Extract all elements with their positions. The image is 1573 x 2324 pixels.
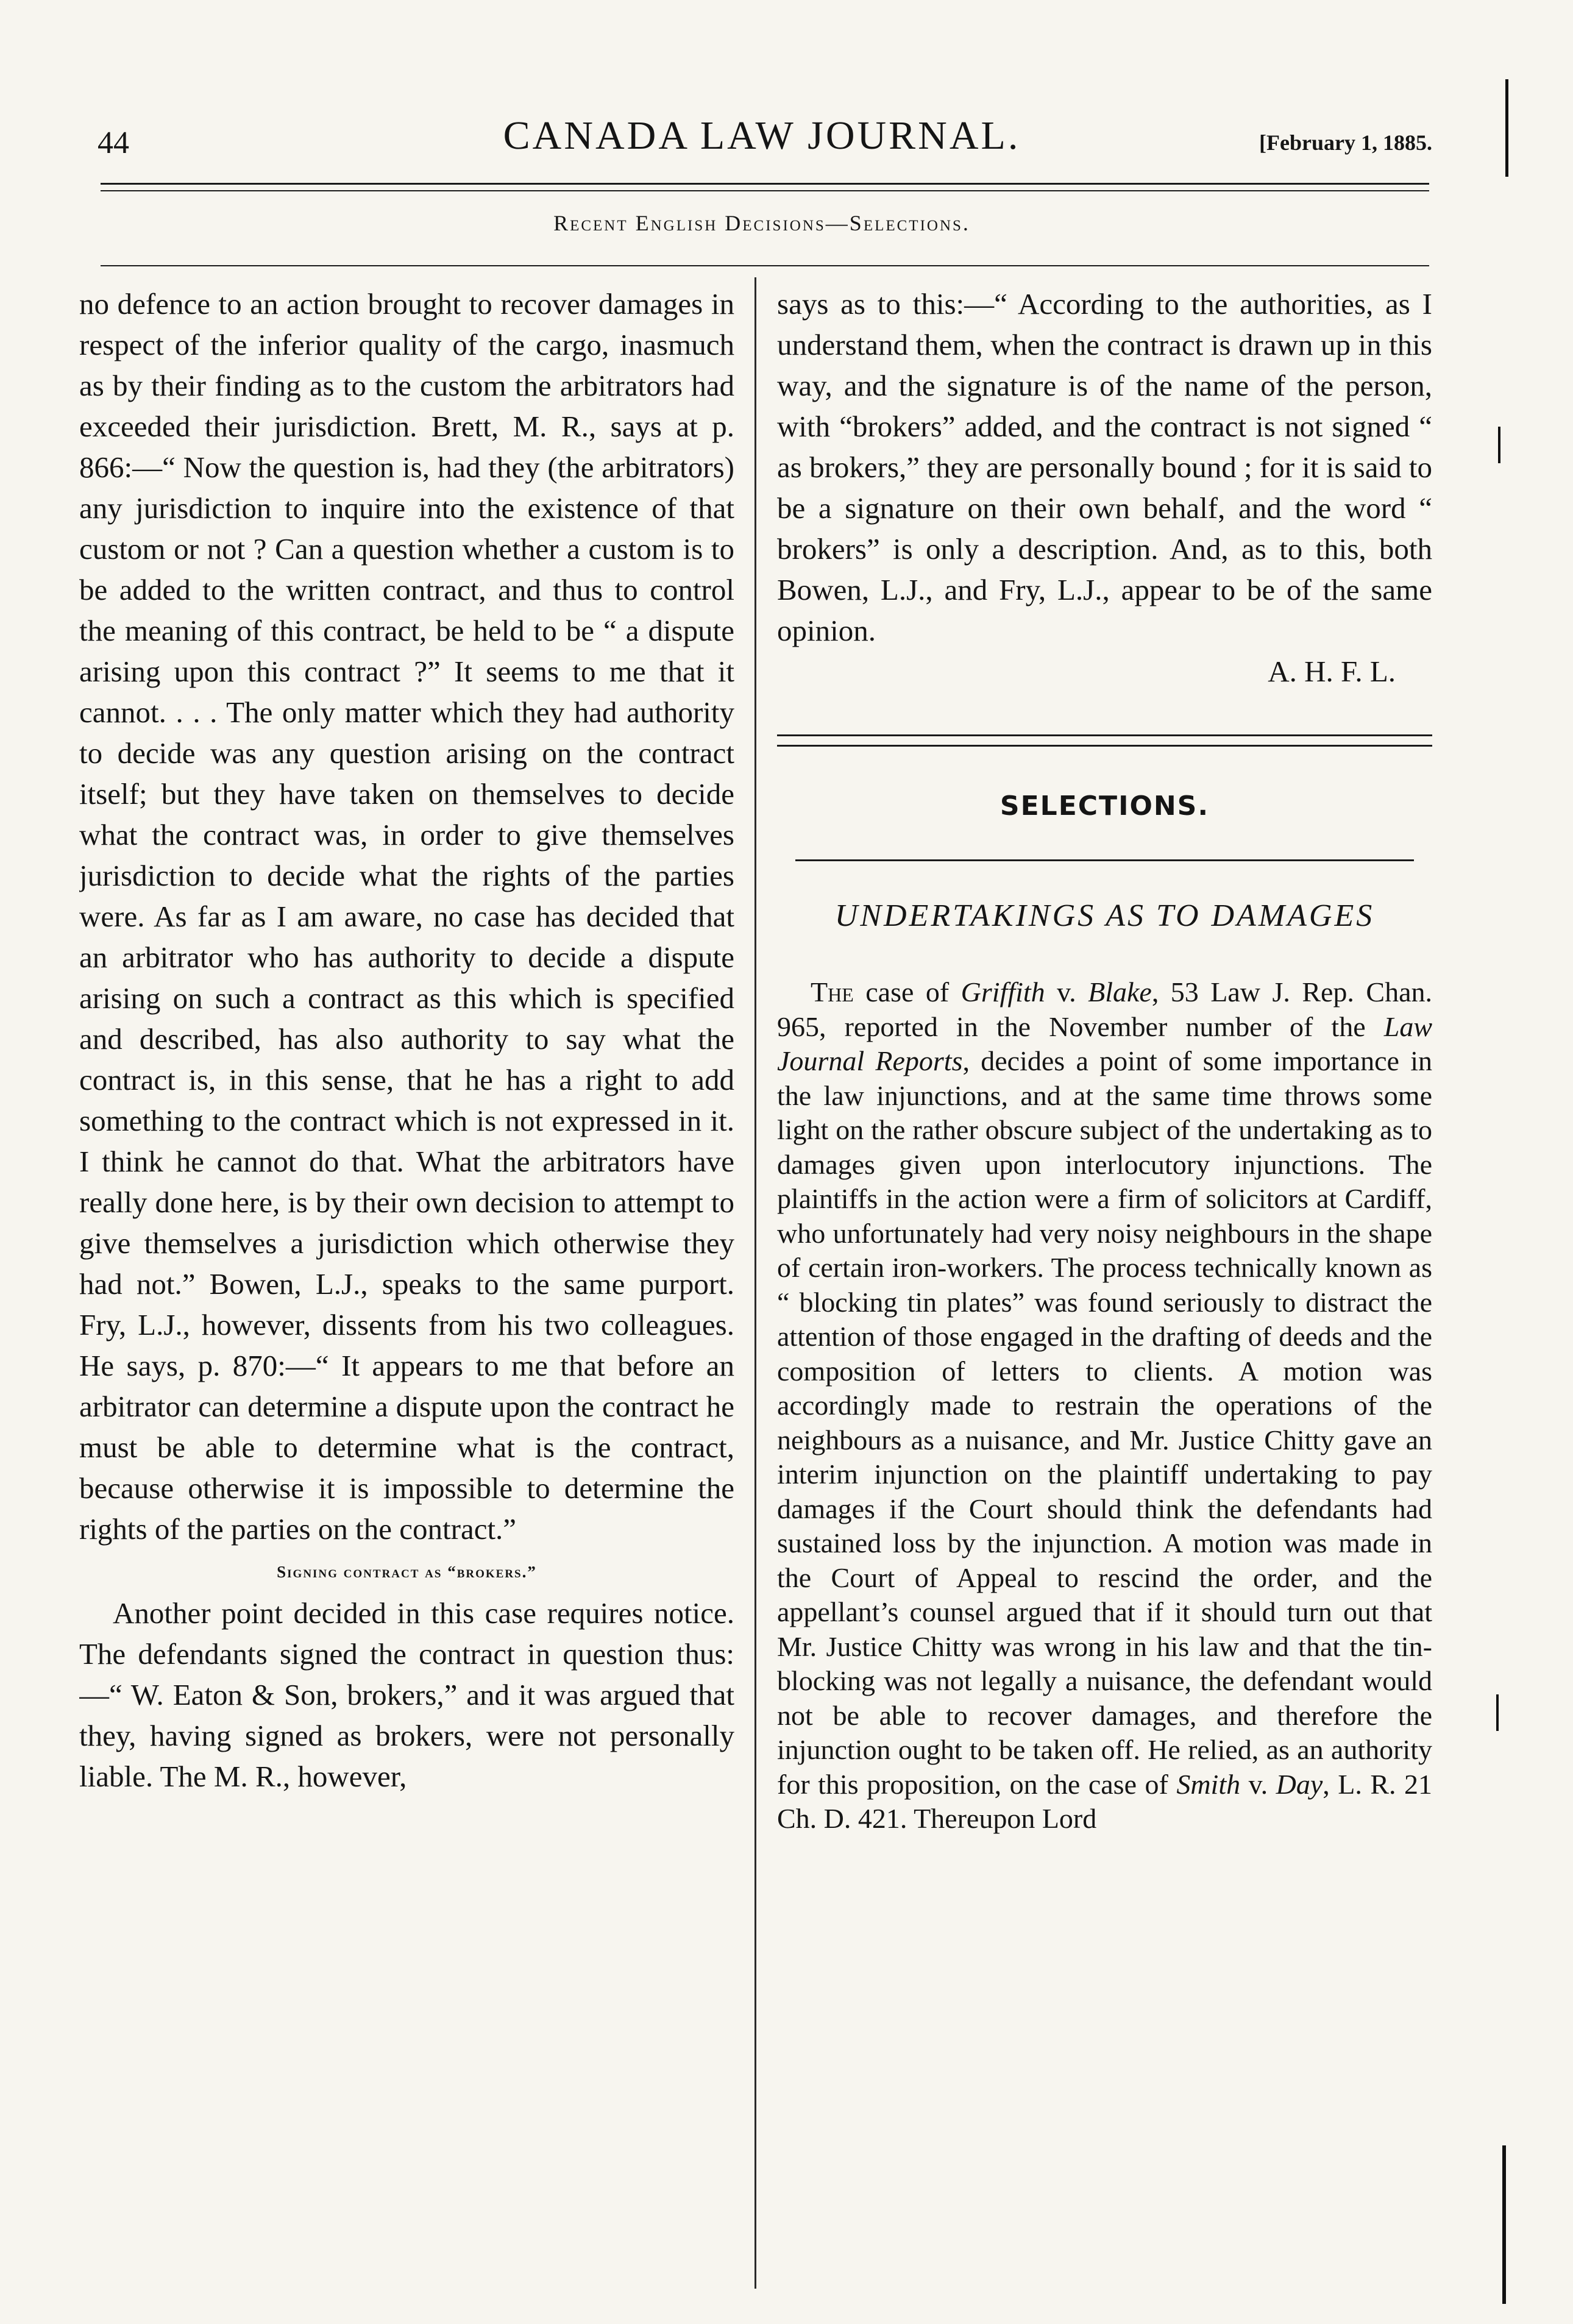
article-text-c: , L. R. 21 Ch. D. 421. Thereupon Lord xyxy=(777,1768,1432,1834)
section-heading: Recent English Decisions—Selections. xyxy=(553,211,970,235)
margin-binding-mark xyxy=(1505,79,1508,177)
margin-binding-mark xyxy=(1496,1694,1499,1731)
issue-date: [February 1, 1885. xyxy=(1259,130,1432,155)
article-lead: The xyxy=(811,976,854,1007)
section-rule xyxy=(101,265,1429,266)
journal-title: CANADA LAW JOURNAL. xyxy=(503,113,1021,158)
article-body: The case of Griffith v. Blake, 53 Law J. Rep. Chan. 965, reported in the November number of the Law Journal Reports, decides a point of some importance in the law injunctions, and at the same time throws some light on the rather obscure subject of the undertaking as to damages given upon interlocutory injunctions. The plaintiffs in the action were a firm of solicitors at Cardiff, who unfortunately had very noisy neighbours in the shape of certain iron-workers. The process technically known as “ blocking tin plates” was found seriously to distract the attention of those engaged in the drafting of deeds and the composition of letters to clients. A motion was accordingly made to restrain the operations of the neighbours as a nuisance, and Mr. Justice Chitty gave an interim injunction on the plaintiff undertaking to pay damages if the Court should think the defendants had sustained loss by the injunction. A motion was made in the Court of Appeal to rescind the order, and the appellant’s counsel argued that if it should turn out that Mr. Justice Chitty was wrong in his law and that the tin-blocking was not legally a nuisance, the defendant would not be able to recover damages, and therefore the injunction ought to be taken off. He relied, as an authority for this proposition, on the case of Smith v. Day, L. R. 21 Ch. D. 421. Thereupon Lord xyxy=(777,976,1432,1834)
column-divider xyxy=(755,277,756,2289)
author-signature: A. H. F. L. xyxy=(1268,655,1396,688)
margin-binding-mark xyxy=(1498,427,1500,463)
article-text-b: , decides a point of some importance in the law injunctions, and at the same time throws some light on the rather obscure subject of the undertaking as to damages given upon interlocutory injunctions. The plaintiffs in the action were a firm of solicitors at Cardiff, who unfortunately had very noisy neighbours in the shape of certain iron-workers. The process technically known as “ blocking tin plates” was found seriously to distract the attention of those engaged in the drafting of deeds and the composition of letters to clients. A motion was accordingly made to restrain the operations of the neighbours as a nuisance, and Mr. Justice Chitty gave an interim injunction on the plaintiff undertaking to pay damages if the Court should think the defendants had sustained loss by the injunction. A motion was made in the Court of Appeal to rescind the order, and the appellant’s counsel argued that if it should turn out that Mr. Justice Chitty was wrong in his law and that the tin-blocking was not legally a nuisance, the defendant would not be able to recover damages, and therefore the injunction ought to be taken off. He relied, as an authority for this proposition, on the case of xyxy=(777,1045,1432,1800)
case-plaintiff: Griffith xyxy=(960,976,1045,1007)
subheading-signing-contract: Signing contract as “brokers.” xyxy=(277,1563,537,1581)
case2-party-b: Day xyxy=(1276,1768,1323,1800)
left-paragraph-2: Another point decided in this case requires notice. The defendants signed the contract in question thus:—“ W. Eaton & Son, brokers,” and it was argued that they, having signed as brokers, were not personally liable. The M. R., however, xyxy=(79,1596,734,1793)
case2-party-a: Smith xyxy=(1176,1768,1241,1800)
left-column xyxy=(79,283,734,2258)
case2-versus: v. xyxy=(1240,1768,1276,1800)
left-paragraph-1: no defence to an action brought to recover damages in respect of the inferior quality of the cargo, inasmuch as by their finding as to the custom the arbitrators had exceeded their jurisdiction. Brett, M. R., says at p. 866:—“ Now the question is, had they (the arbitrators) any jurisdiction to inquire into the existence of that custom or not ? Can a question whether a custom is to be added to the written contract, and thus to control the meaning of this contract, be held to be “ a dispute arising upon this contract ?” It seems to me that it cannot. . . . The only matter which they had authority to decide was any question arising on the contract itself; but they have taken on themselves to decide what the contract was, in order to give themselves jurisdiction to decide what the rights of the parties were. As far as I am aware, no case has decided that an arbitrator who has authority to decide a dispute arising on such a contract as this which is specified and described, has also authority to say what the contract is, in this sense, that he has a right to add something to the contract which is not expressed in it. I think he cannot do that. What the arbitrators have really done here, is by their own decision to attempt to give themselves a jurisdiction which otherwise they had not.” Bowen, L.J., speaks to the same purport. Fry, L.J., however, dissents from his two colleagues. He says, p. 870:—“ It appears to me that before an arbitrator can determine a dispute upon the contract he must be able to determine what is the contract, because otherwise it is impossible to determine the rights of the parties on the contract.” xyxy=(79,287,734,1546)
case-defendant: Blake xyxy=(1088,976,1152,1007)
header-rule-top xyxy=(101,183,1429,185)
right-paragraph-1: says as to this:—“ According to the authorities, as I understand them, when the contract is drawn up in this way, and the signature is of the name of the person, with “brokers” added, and the contract is not signed “ as brokers,” they are personally bound ; for it is said to be a signature on their own behalf, and the word “ brokers” is only a description. And, as to this, both Bowen, L.J., and Fry, L.J., appear to be of the same opinion. xyxy=(777,287,1432,647)
header-rule-bottom xyxy=(101,190,1429,191)
article-title: UNDERTAKINGS AS TO DAMAGES xyxy=(834,898,1375,933)
selections-heading: SELECTIONS. xyxy=(1000,791,1210,822)
reports-title: Law Journal Reports xyxy=(777,1011,1432,1076)
right-column xyxy=(777,283,1432,2258)
selections-double-rule xyxy=(777,734,1432,747)
margin-binding-mark xyxy=(1502,2145,1506,2304)
page-number: 44 xyxy=(98,126,129,160)
page-header xyxy=(91,113,1432,162)
article-text-a: , 53 Law J. Rep. Chan. 965, reported in the November number of the xyxy=(777,976,1432,1042)
case-versus: v. xyxy=(1045,976,1088,1007)
